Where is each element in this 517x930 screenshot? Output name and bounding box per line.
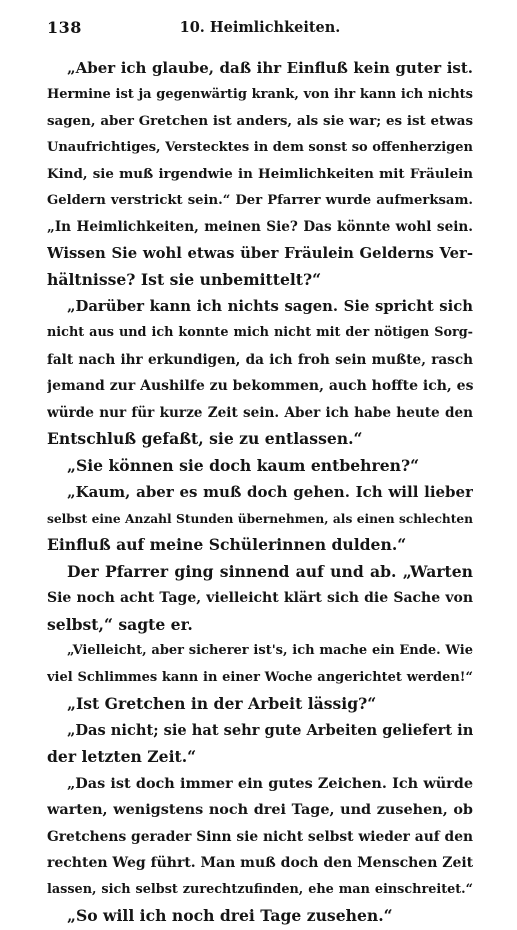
text-line: Hermine ist ja gegenwärtig krank, von ihr kann ich nichts: [47, 86, 473, 102]
text-line: Einfluß auf meine Schülerinnen dulden.“: [47, 535, 407, 554]
text-line: selbst,“ sagte er.: [47, 614, 193, 634]
text-line: Der Pfarrer ging sinnend auf und ab. „Warten: [67, 561, 473, 581]
text-line: selbst eine Anzahl Stunden übernehmen, als einen schlechten: [47, 511, 473, 526]
text-line: warten, wenigstens noch drei Tage, und zusehen, ob: [47, 801, 473, 818]
text-line: sagen, aber Gretchen ist anders, als sie war; es ist etwas: [47, 113, 473, 129]
text-line: „Das ist doch immer ein gutes Zeichen. Ich würde: [67, 774, 473, 792]
text-line: „Kaum, aber es muß doch gehen. Ich will lieber: [67, 483, 473, 501]
text-line: jemand zur Aushilfe zu bekommen, auch hoffte ich, es: [47, 378, 473, 394]
text-line: Geldern verstrickt sein.“ Der Pfarrer wurde aufmerksam.: [47, 192, 473, 208]
text-line: „Sie können sie doch kaum entbehren?“: [67, 455, 420, 475]
text-line: falt nach ihr erkundigen, da ich froh sein mußte, rasch: [47, 351, 473, 368]
text-line: Unaufrichtiges, Verstecktes in dem sonst so offenherzigen: [47, 139, 473, 155]
text-line: „Aber ich glaube, daß ihr Einfluß kein guter ist.: [67, 59, 473, 77]
text-line: Entschluß gefaßt, sie zu entlassen.“: [47, 429, 363, 448]
text-line: „In Heimlichkeiten, meinen Sie? Das könnte wohl sein.: [47, 219, 473, 235]
text-line: Wissen Sie wohl etwas über Fräulein Gelderns Ver-: [47, 244, 473, 262]
page-header: [47, 18, 473, 42]
text-line: viel Schlimmes kann in einer Woche angerichtet werden!“: [47, 669, 473, 685]
page-text: [47, 55, 473, 930]
page-number: 138: [47, 18, 82, 37]
text-line: „So will ich noch drei Tage zusehen.“: [67, 906, 393, 925]
text-line: lassen, sich selbst zurechtzufinden, ehe man einschreitet.“: [47, 881, 473, 897]
text-line: „Vielleicht, aber sicherer ist's, ich mache ein Ende. Wie: [67, 643, 473, 658]
text-line: Sie noch acht Tage, vielleicht klärt sich die Sache von: [47, 590, 473, 606]
running-head: 10. Heimlichkeiten.: [179, 19, 341, 36]
text-line: hältnisse? Ist sie unbemittelt?“: [47, 270, 322, 289]
text-line: Gretchens gerader Sinn sie nicht selbst wieder auf den: [47, 828, 473, 845]
text-line: der letzten Zeit.“: [47, 747, 197, 766]
text-line: würde nur für kurze Zeit sein. Aber ich habe heute den: [47, 404, 473, 421]
text-line: rechten Weg führt. Man muß doch den Menschen Zeit: [47, 855, 473, 871]
text-line: nicht aus und ich konnte mich nicht mit der nötigen Sorg-: [47, 325, 473, 340]
text-line: „Darüber kann ich nichts sagen. Sie spricht sich: [67, 297, 473, 315]
text-line: „Ist Gretchen in der Arbeit lässig?“: [67, 694, 377, 713]
text-line: Kind, sie muß irgendwie in Heimlichkeiten mit Fräulein: [47, 166, 473, 182]
text-line: „Das nicht; sie hat sehr gute Arbeiten geliefert in: [67, 721, 473, 739]
